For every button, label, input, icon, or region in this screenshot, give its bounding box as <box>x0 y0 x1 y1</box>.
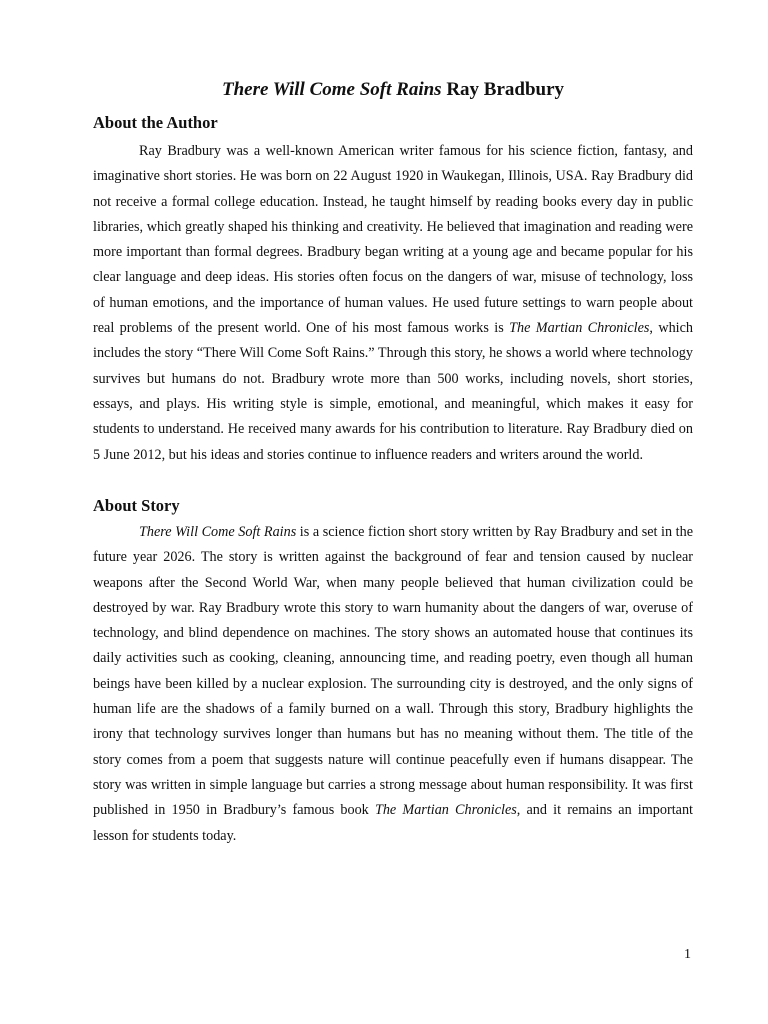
heading-about-story: About Story <box>93 496 180 515</box>
author-book-title: The Martian Chronicles <box>509 320 650 337</box>
title-author-name: Ray Bradbury <box>446 79 565 100</box>
heading-about-author: About the Author <box>93 113 218 132</box>
title-story-name: There Will Come Soft Rains <box>221 79 442 100</box>
author-text-part-1: Ray Bradbury was a well-known American writer famous for his science fiction, fantasy, and imaginative short stories. He was born on 22 August 1920 in Waukegan, Illinois, USA. Ray Bradbury did not receive a formal college education. Instead, he taught himself by reading books every day in public libraries, which greatly shaped his thinking and creativity. He believed that imagination and reading were more important than formal degrees. Bradbury began writing at a young age and became popular for his clear language and deep ideas. His stories often focus on the dangers of war, misuse of technology, loss of human emotions, and the importance of human values. He used future settings to warn people about real problems of the present world. One of his most famous works is <box>93 143 693 337</box>
author-text-part-2: , which includes the story “There Will Come Soft Rains.” Through this story, he shows a world where technology survives but humans do not. Bradbury wrote more than 500 works, including novels, short stories, essays, and plays. His writing style is simple, emotional, and meaningful, which makes it easy for students to understand. He received many awards for his contribution to literature. Ray Bradbury died on 5 June 2012, but his ideas and stories continue to influence readers and writers around the world. <box>93 320 693 463</box>
page-title <box>0 78 768 102</box>
story-text-part-1: is a science fiction short story written by Ray Bradbury and set in the future year 2026. The story is written against the background of fear and tension caused by nuclear weapons after the Second World War, when many people believed that human civilization could be destroyed by war. Ray Bradbury wrote this story to warn humanity about the dangers of war, overuse of technology, and blind dependence on machines. The story shows an automated house that continues its daily activities such as cooking, cleaning, announcing time, and reading poetry, even though all human beings have been killed by a nuclear explosion. The surrounding city is destroyed, and the only signs of human life are the shadows of a family burned on a wall. Through this story, Bradbury highlights the irony that technology survives longer than humans but has no meaning without them. The title of the story comes from a poem that suggests nature will continue peacefully even if humans disappear. The story was written in simple language but carries a strong message about human responsibility. It was first published in 1950 in Bradbury’s famous book <box>93 524 694 819</box>
story-text-part-2: , and it remains an important lesson for students today. <box>93 802 693 844</box>
paragraph-about-author <box>93 139 693 468</box>
story-book-title: The Martian Chronicles <box>374 802 517 819</box>
paragraph-about-story <box>93 520 693 849</box>
story-title-italic: There Will Come Soft Rains <box>139 524 297 540</box>
page-number: 1 <box>684 947 691 962</box>
